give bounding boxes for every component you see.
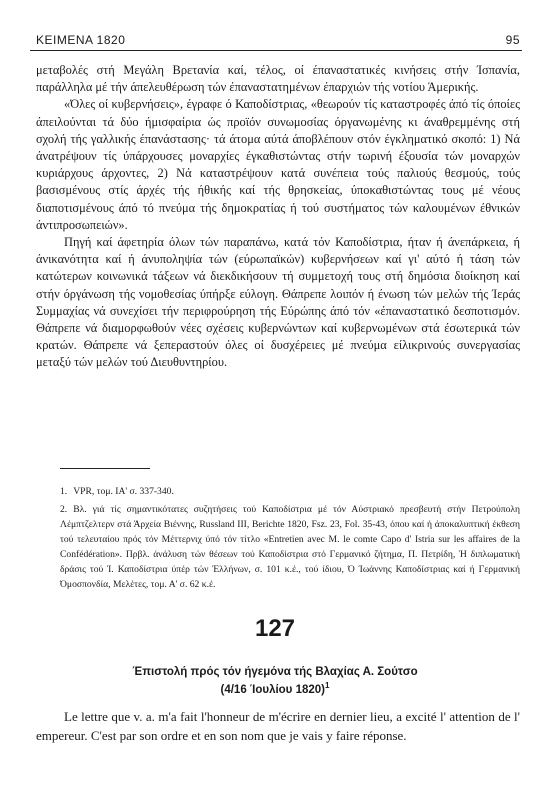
footnote-number: 2. xyxy=(60,504,68,515)
page-number: 95 xyxy=(505,33,520,47)
footnote-text: Βλ. γιά τίς σημαντικότατες συζητήσεις τού Καποδίστρια μέ τόν Αύστριακό πρεσβευτή στήν Πετρούπολη Λέμπτζελτερν στά Άρχεία Βιέννης, Russland III, Berichte 1820, Fsz. 23, Fol. 35-43, όπου καί ή άποκαλυπτική έκθεση τού τελευταίου πρός τόν Μέττερνιχ ύπό τόν τίτλο «Entretien avec M. le comte Capo d' Istria sur les affaires de la Confédération». Πρβλ. άνάλυση τών θέσεων τού Καποδίστρια στό Γερμανικό ζήτημα, Π. Πετρίδη, Ή διπλωματική δράσις τού Ί. Καποδίστρια ύπέρ τών Έλλήνων, σ. 101 κ.έ., τού ίδιου, Ό Ίωάννης Καποδίστριας καί ή Γερμανική Όμοσπονδία, Μελέτες, τομ. Α' σ. 62 κ.έ. xyxy=(60,504,520,590)
letter-text-block xyxy=(36,708,520,745)
document-date: (4/16 Ίουλίου 1820) xyxy=(220,684,325,696)
document-number: 127 xyxy=(254,615,296,642)
title-footnote-marker: 1 xyxy=(325,681,330,691)
footnote xyxy=(60,502,520,592)
paragraph: «Όλες οί κυβερνήσεις», έγραφε ό Καποδίστριας, «θεωρούν τίς καταστροφές άπό τίς όποίες άπειλούνται τά δύο ήμισφαίρια ώς προϊόν συνωμοσίας όργανωμένης κι άναθρεμμένης στή σχολή τής γαλλικής έπανάστασης· τά άτομα αύτά άποβλέπουν στόν έγκληματικό σκοπό: 1) Νά άνατρέψουν τίς ύπάρχουσες μοναρχίες έγκαθιστώντας στήν τωρινή έξουσία τών μοναρχών κυριάρχους άρχοντες, 2) Νά καταστρέψουν κατά συνέπεια τούς παλιούς θεσμούς, τούς βασισμένους στίς άρχές τής ήθικής καί τής θρησκείας, ύποκαθιστώντας τους μέ νέους διαποτισμένους άπό τό πνεύμα τής δημοκρατίας ή τού συστήματος τών καλουμένων έθνικών άντιπροσωπειών». xyxy=(36,97,520,232)
running-title: ΚΕΙΜΕΝΑ 1820 xyxy=(36,33,126,47)
footnote-number: 1. xyxy=(60,486,68,497)
footnotes xyxy=(60,484,520,595)
document-title-line: Έπιστολή πρός τόν ήγεμόνα τής Βλαχίας Α. Σούτσο xyxy=(132,666,418,678)
main-text xyxy=(36,62,520,372)
footnote xyxy=(60,484,520,499)
paragraph: μεταβολές στή Μεγάλη Βρετανία καί, τέλος, οί έπαναστατικές κινήσεις στήν Ίσπανία, παράλληλα μέ τήν άπελευθέρωση τών έπαναστατημένων έπαρχιών τής νοτίου Άμερικής. xyxy=(36,63,520,95)
document-date-line xyxy=(30,681,520,699)
footnote-divider xyxy=(60,468,150,469)
letter-text: Le lettre que v. a. m'a fait l'honneur de m'écrire en dernier lieu, a excité l' attention de l' empereur. C'est par son ordre et en son nom que je vais y faire réponse. xyxy=(36,709,520,743)
footnote-text: VPR, τομ. ΙΑ' σ. 337-340. xyxy=(73,486,174,497)
paragraph: Πηγή καί άφετηρία όλων τών παραπάνω, κατά τόν Καποδίστρια, ήταν ή άνεπάρκεια, ή άνικανότητα καί ή άνυποληψία τών (εύρωπαϊκών) κυβερνήσεων καί γι' αύτό ή τάση τών κατώτερων κοινωνικά τάξεων νά διεκδικήσουν τή συμμετοχή τους στή δημόσια διοίκηση καί στήν όργάνωση τής νομοθεσίας ύπήρξε εύλογη. Θάπρεπε λοιπόν ή ένωση τών μελών τής Ίεράς Συμμαχίας νά συνεχίσει τήν περιφρούρηση τής Εύρώπης άπό τόν «έπαναστατικό δεσποτισμόν. Θάπρεπε νά διαμορφωθούν νέες σχέσεις κυβερνώντων καί κυβερνωμένων στά έσωτερικά τών κρατών. Θάπρεπε νά ξεπεραστούν όλες οί δυσχέρειες μέ πνεύμα είλικρινούς συνεργασίας μεταξύ τών μελών τού Διευθυντηρίου. xyxy=(36,235,520,370)
running-header xyxy=(30,30,522,51)
document-title xyxy=(30,663,520,699)
